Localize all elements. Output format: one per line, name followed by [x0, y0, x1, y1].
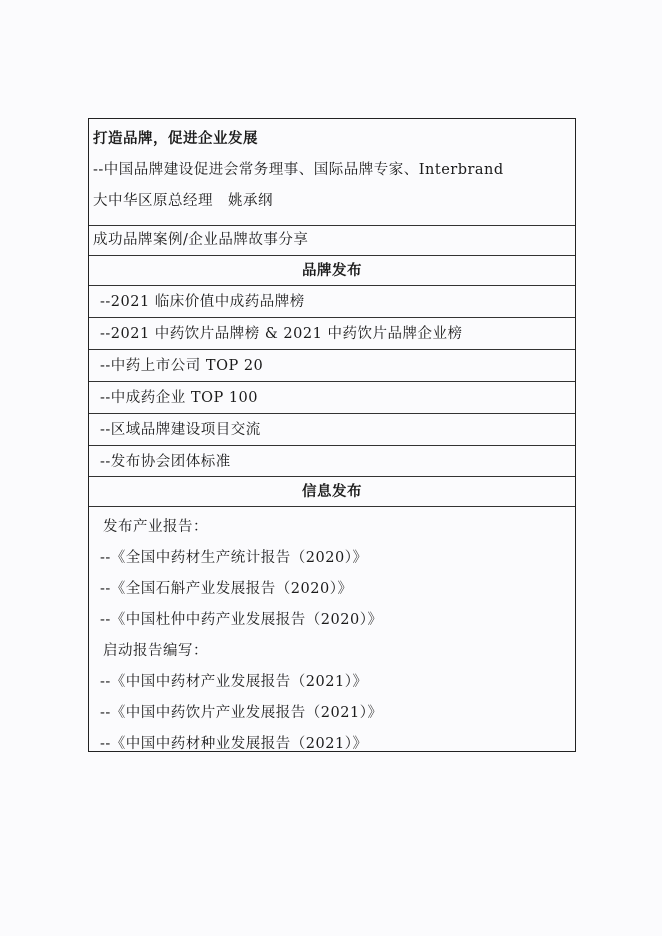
- list-item: [89, 349, 575, 381]
- keynote-speaker-line1: --中国品牌建设促进会常务理事、国际品牌专家、Interbrand: [93, 162, 504, 178]
- brand-release-item: --2021 中药饮片品牌榜 & 2021 中药饮片品牌企业榜: [100, 326, 463, 342]
- started-report: --《中国中药材种业发展报告（2021）》: [100, 736, 368, 752]
- published-label: 发布产业报告：: [103, 519, 208, 535]
- brand-release-item: --中药上市公司 TOP 20: [100, 358, 264, 374]
- sharing-row: [89, 225, 575, 255]
- published-report: --《全国中药材生产统计报告（2020）》: [100, 550, 368, 566]
- brand-release-item: --发布协会团体标准: [100, 454, 231, 470]
- published-report: --《全国石斛产业发展报告（2020）》: [100, 581, 353, 597]
- keynote-speaker-line2: 大中华区原总经理 姚承纲: [93, 193, 273, 209]
- brand-release-item: --中成药企业 TOP 100: [100, 390, 259, 406]
- brand-release-item: --2021 临床价值中成药品牌榜: [100, 294, 305, 310]
- brand-release-header: 品牌发布: [302, 262, 362, 279]
- list-item: [89, 413, 575, 445]
- published-report: --《中国杜仲中药产业发展报告（2020）》: [100, 612, 383, 628]
- brand-release-header-row: [89, 255, 575, 285]
- list-item: [89, 317, 575, 349]
- info-release-body: [89, 506, 575, 751]
- info-release-header-row: [89, 476, 575, 506]
- keynote-title: 打造品牌，促进企业发展: [93, 130, 258, 147]
- brand-release-item: --区域品牌建设项目交流: [100, 422, 261, 438]
- list-item: [89, 445, 575, 476]
- info-release-header: 信息发布: [302, 483, 362, 500]
- list-item: [89, 381, 575, 413]
- sharing-text: 成功品牌案例/企业品牌故事分享: [93, 232, 309, 248]
- list-item: [89, 285, 575, 317]
- keynote-row: [89, 119, 575, 225]
- started-report: --《中国中药材产业发展报告（2021）》: [100, 674, 368, 690]
- started-label: 启动报告编写：: [103, 643, 208, 659]
- agenda-table: [88, 118, 576, 752]
- started-report: --《中国中药饮片产业发展报告（2021）》: [100, 705, 383, 721]
